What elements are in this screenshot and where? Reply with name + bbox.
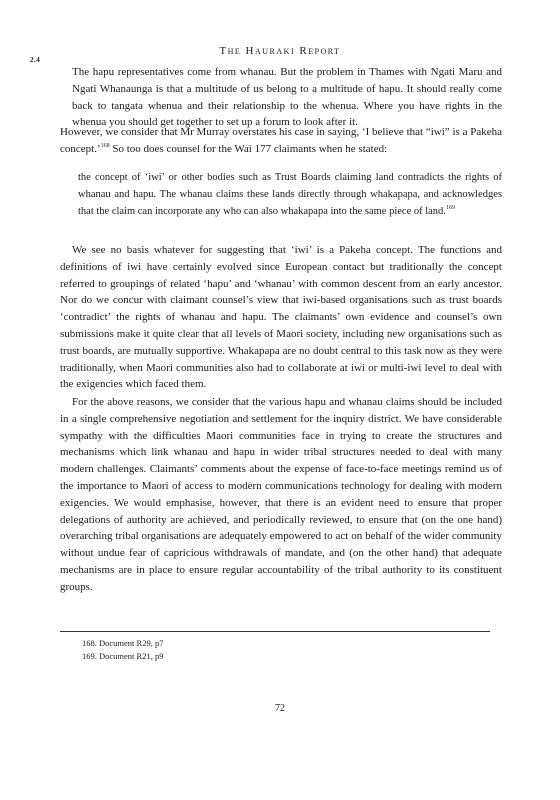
paragraph-conclusion bbox=[60, 394, 502, 596]
block-quote-murray bbox=[60, 64, 502, 131]
paragraph-text: However, we consider that Mr Murray overstates his case in saying, ‘I believe that “iwi” is a Pakeha concept.’ bbox=[60, 126, 502, 155]
running-head: The Hauraki Report bbox=[219, 45, 341, 57]
paragraph-text: So too does counsel for the Wai 177 claimants when he stated: bbox=[109, 142, 388, 155]
footnote-169: 169. Document R21, p9 bbox=[82, 650, 164, 661]
block-quote-wai177 bbox=[60, 170, 502, 220]
footnotes bbox=[82, 637, 163, 662]
footnote-ref-168[interactable]: 168 bbox=[100, 142, 110, 149]
paragraph-text: We see no basis whatever for suggesting that ‘iwi’ is a Pakeha concept. The functions and definitions of iwi have certainly evolved since European contact but traditionally the concept referred to groupings of related ‘hapu’ and ‘whanau’ with common descent from an early ancestor. Nor do we concur with claimant counsel’s view that iwi-based organisations such as trust boards ‘contradict’ the rights of whanau and hapu. The claimants’ own evidence and counsel’s own submissions make it quite clear that all levels of Maori society, including new organisations such as trust boards, are mutually supportive. Whakapapa are no doubt central to this task now as they were traditionally, when Maori communities also had to collaborate at iwi or multi-iwi level to deal with the exigencies which faced them. bbox=[60, 244, 502, 391]
footnote-168: 168. Document R29, p7 bbox=[82, 638, 164, 648]
quote-text: the concept of ‘iwi’ or other bodies such as Trust Boards claiming land contradicts the rights of whanau and hapu. The whanau claims these lands directly through whakapapa, and acknowledges that the claim can incorporate any who can also whakapapa into the same piece of land. bbox=[78, 172, 502, 217]
page-number: 72 bbox=[275, 703, 285, 714]
footnote-divider bbox=[60, 631, 490, 632]
paragraph-text: For the above reasons, we consider that the various hapu and whanau claims should be included in a single comprehensive negotiation and settlement for the inquiry district. We have considerable sympathy with the difficulties Maori communities face in trying to create the structures and mechanisms which link whanau and hapu in wider tribal structures needed to deal with many modern challenges. Claimants’ comments about the expense of face-to-face meetings remind us of the importance to Maori of access to modern communications technology for dealing with modern exigencies. We would emphasise, however, that there is an evident need to ensure that proper delegations of authority are achieved, and periodically reviewed, to ensure that (on the one hand) overarching tribal organisations are adequately empowered to act on behalf of the wider community without undue fear of capricious withdrawals of mandate, and (on the other hand) that adequate mechanisms are in place to ensure regular accountability of the tribal authority to its constituent groups. bbox=[60, 396, 502, 593]
paragraph-murray-comment bbox=[60, 124, 502, 158]
paragraph-iwi-concept bbox=[60, 242, 502, 393]
quote-text: The hapu representatives come from whanau. But the problem in Thames with Ngati Maru and Ngati Whanaunga is that a multitude of us belong to a multitude of hapu. It should really come back to tangata whenua and their relationship to the whenua. Where you have rights in the whenua you should get together to set up a forum to look after it. bbox=[72, 66, 502, 129]
footnote-ref-169[interactable]: 169 bbox=[445, 204, 455, 211]
section-number: 2.4 bbox=[30, 56, 41, 64]
